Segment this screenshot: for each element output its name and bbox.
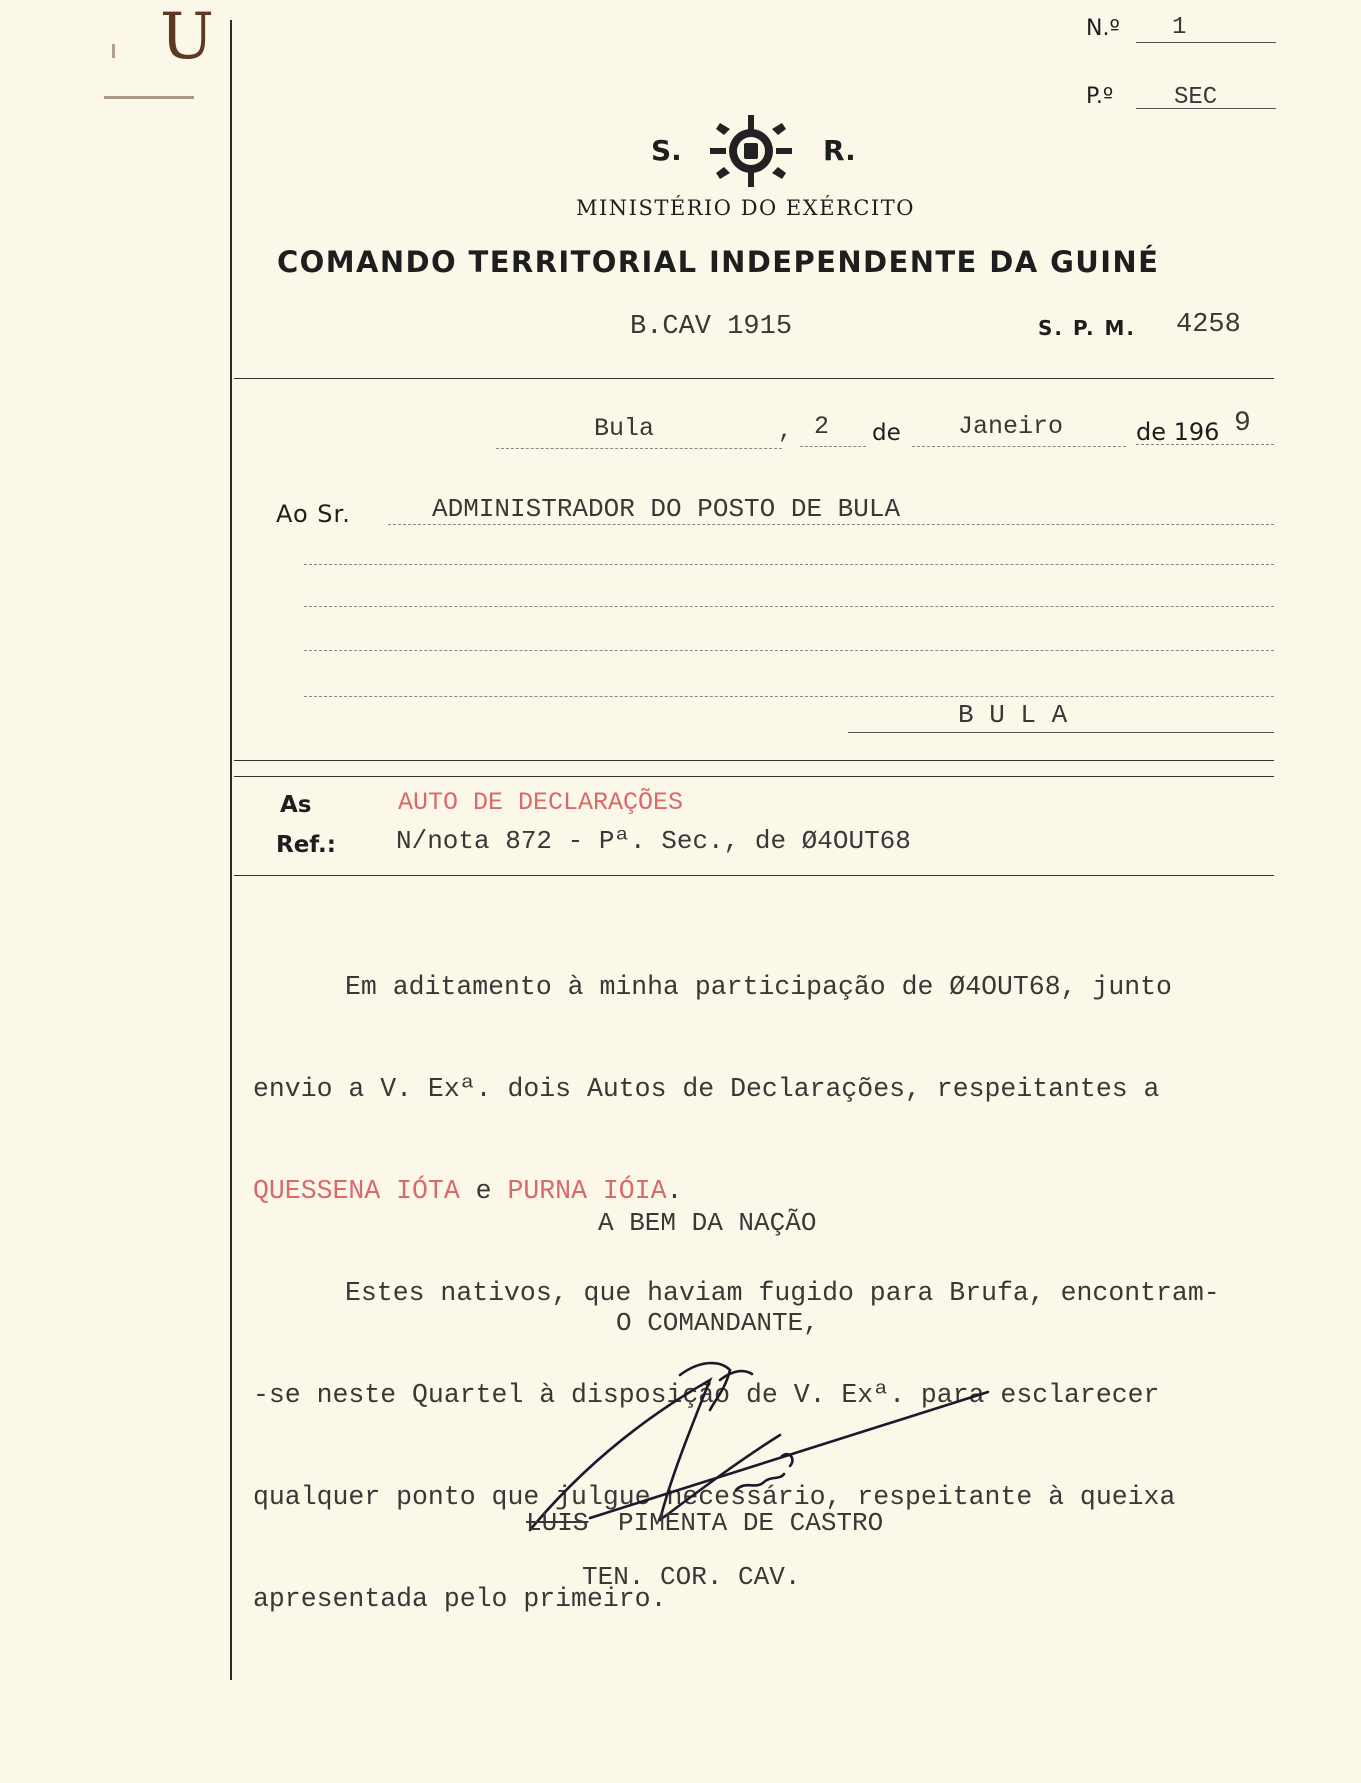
addressee-line bbox=[304, 696, 1274, 697]
signatory-name: PIMENTA DE CASTRO bbox=[618, 1508, 884, 1538]
body-text: apresentada pelo primeiro. bbox=[253, 1584, 667, 1614]
native-name-2: PURNA IÓIA bbox=[507, 1176, 667, 1206]
date-underline bbox=[1136, 444, 1274, 445]
ref-value: N/nota 872 - Pª. Sec., de Ø4OUT68 bbox=[396, 826, 911, 856]
commander-role: O COMANDANTE, bbox=[616, 1308, 819, 1338]
ink-smudge bbox=[112, 44, 115, 58]
numero-label: N.º bbox=[1086, 16, 1120, 41]
signatory-name-struck: LUIS bbox=[526, 1508, 589, 1538]
date-underline bbox=[800, 446, 866, 447]
addressee-line bbox=[304, 564, 1274, 565]
spm-value: 4258 bbox=[1176, 310, 1241, 340]
letter-s: S. bbox=[651, 134, 682, 167]
date-underline bbox=[912, 446, 1126, 447]
command-title: COMANDO TERRITORIAL INDEPENDENTE DA GUINÉ bbox=[277, 245, 1160, 279]
assunto-value: AUTO DE DECLARAÇÕES bbox=[398, 788, 684, 817]
numero-value: 1 bbox=[1172, 14, 1187, 41]
addressee-name: ADMINISTRADOR DO POSTO DE BULA bbox=[432, 494, 901, 524]
header-rule bbox=[234, 378, 1274, 379]
signatory-rank: TEN. COR. CAV. bbox=[582, 1562, 801, 1592]
ministry-title: MINISTÉRIO DO EXÉRCITO bbox=[576, 196, 915, 220]
body-text: e bbox=[475, 1176, 492, 1206]
address-rule-2 bbox=[234, 776, 1274, 777]
body-text: Em aditamento à minha participação de Ø4OUT68, junto bbox=[345, 972, 1172, 1002]
date-place: Bula bbox=[594, 414, 655, 443]
body-line bbox=[253, 1276, 1220, 1310]
addressee-line bbox=[304, 606, 1274, 607]
date-day: 2 bbox=[814, 412, 830, 441]
letter-r: R. bbox=[823, 134, 856, 167]
native-name-1: QUESSENA IÓTA bbox=[253, 1176, 460, 1206]
address-rule-1 bbox=[234, 760, 1274, 761]
body-line bbox=[253, 1072, 1220, 1106]
subject-rule bbox=[234, 875, 1274, 876]
date-year-prefix: de 196 bbox=[1136, 418, 1220, 446]
date-underline bbox=[496, 448, 782, 449]
unit-name: B.CAV 1915 bbox=[630, 312, 793, 342]
addressee-city: B U L A bbox=[958, 700, 1068, 730]
city-underline bbox=[848, 732, 1274, 733]
spm-label: S. P. M. bbox=[1038, 316, 1137, 340]
coat-of-arms-icon bbox=[706, 113, 796, 189]
body-line bbox=[253, 1174, 1220, 1208]
body-text: qualquer ponto que julgue necessário, respeitante à queixa bbox=[253, 1482, 1176, 1512]
addressee-label: Ao Sr. bbox=[276, 500, 351, 528]
date-month: Janeiro bbox=[958, 412, 1064, 441]
ink-smudge bbox=[104, 96, 194, 99]
body-text: envio a V. Exª. dois Autos de Declarações, respeitantes a bbox=[253, 1074, 1160, 1104]
processo-underline bbox=[1136, 108, 1276, 109]
body-text: Estes nativos, que haviam fugido para Brufa, encontram- bbox=[345, 1278, 1220, 1308]
margin-line bbox=[230, 20, 232, 1680]
corner-mark: U bbox=[160, 0, 214, 74]
date-de-1: de bbox=[872, 420, 901, 446]
date-year-digit: 9 bbox=[1234, 408, 1251, 439]
body-line bbox=[253, 970, 1220, 1004]
date-comma: , bbox=[778, 418, 793, 445]
numero-underline bbox=[1136, 42, 1276, 43]
addressee-line bbox=[388, 524, 1274, 525]
salute: A BEM DA NAÇÃO bbox=[598, 1208, 817, 1238]
addressee-line bbox=[304, 650, 1274, 651]
body-text: . bbox=[666, 1176, 683, 1206]
processo-label: P.º bbox=[1086, 84, 1114, 109]
processo-value: SEC bbox=[1174, 84, 1218, 111]
body-text: -se neste Quartel à disposição de V. Exª. para esclarecer bbox=[253, 1380, 1160, 1410]
assunto-label: As bbox=[280, 792, 312, 818]
ref-label: Ref.: bbox=[276, 832, 336, 858]
